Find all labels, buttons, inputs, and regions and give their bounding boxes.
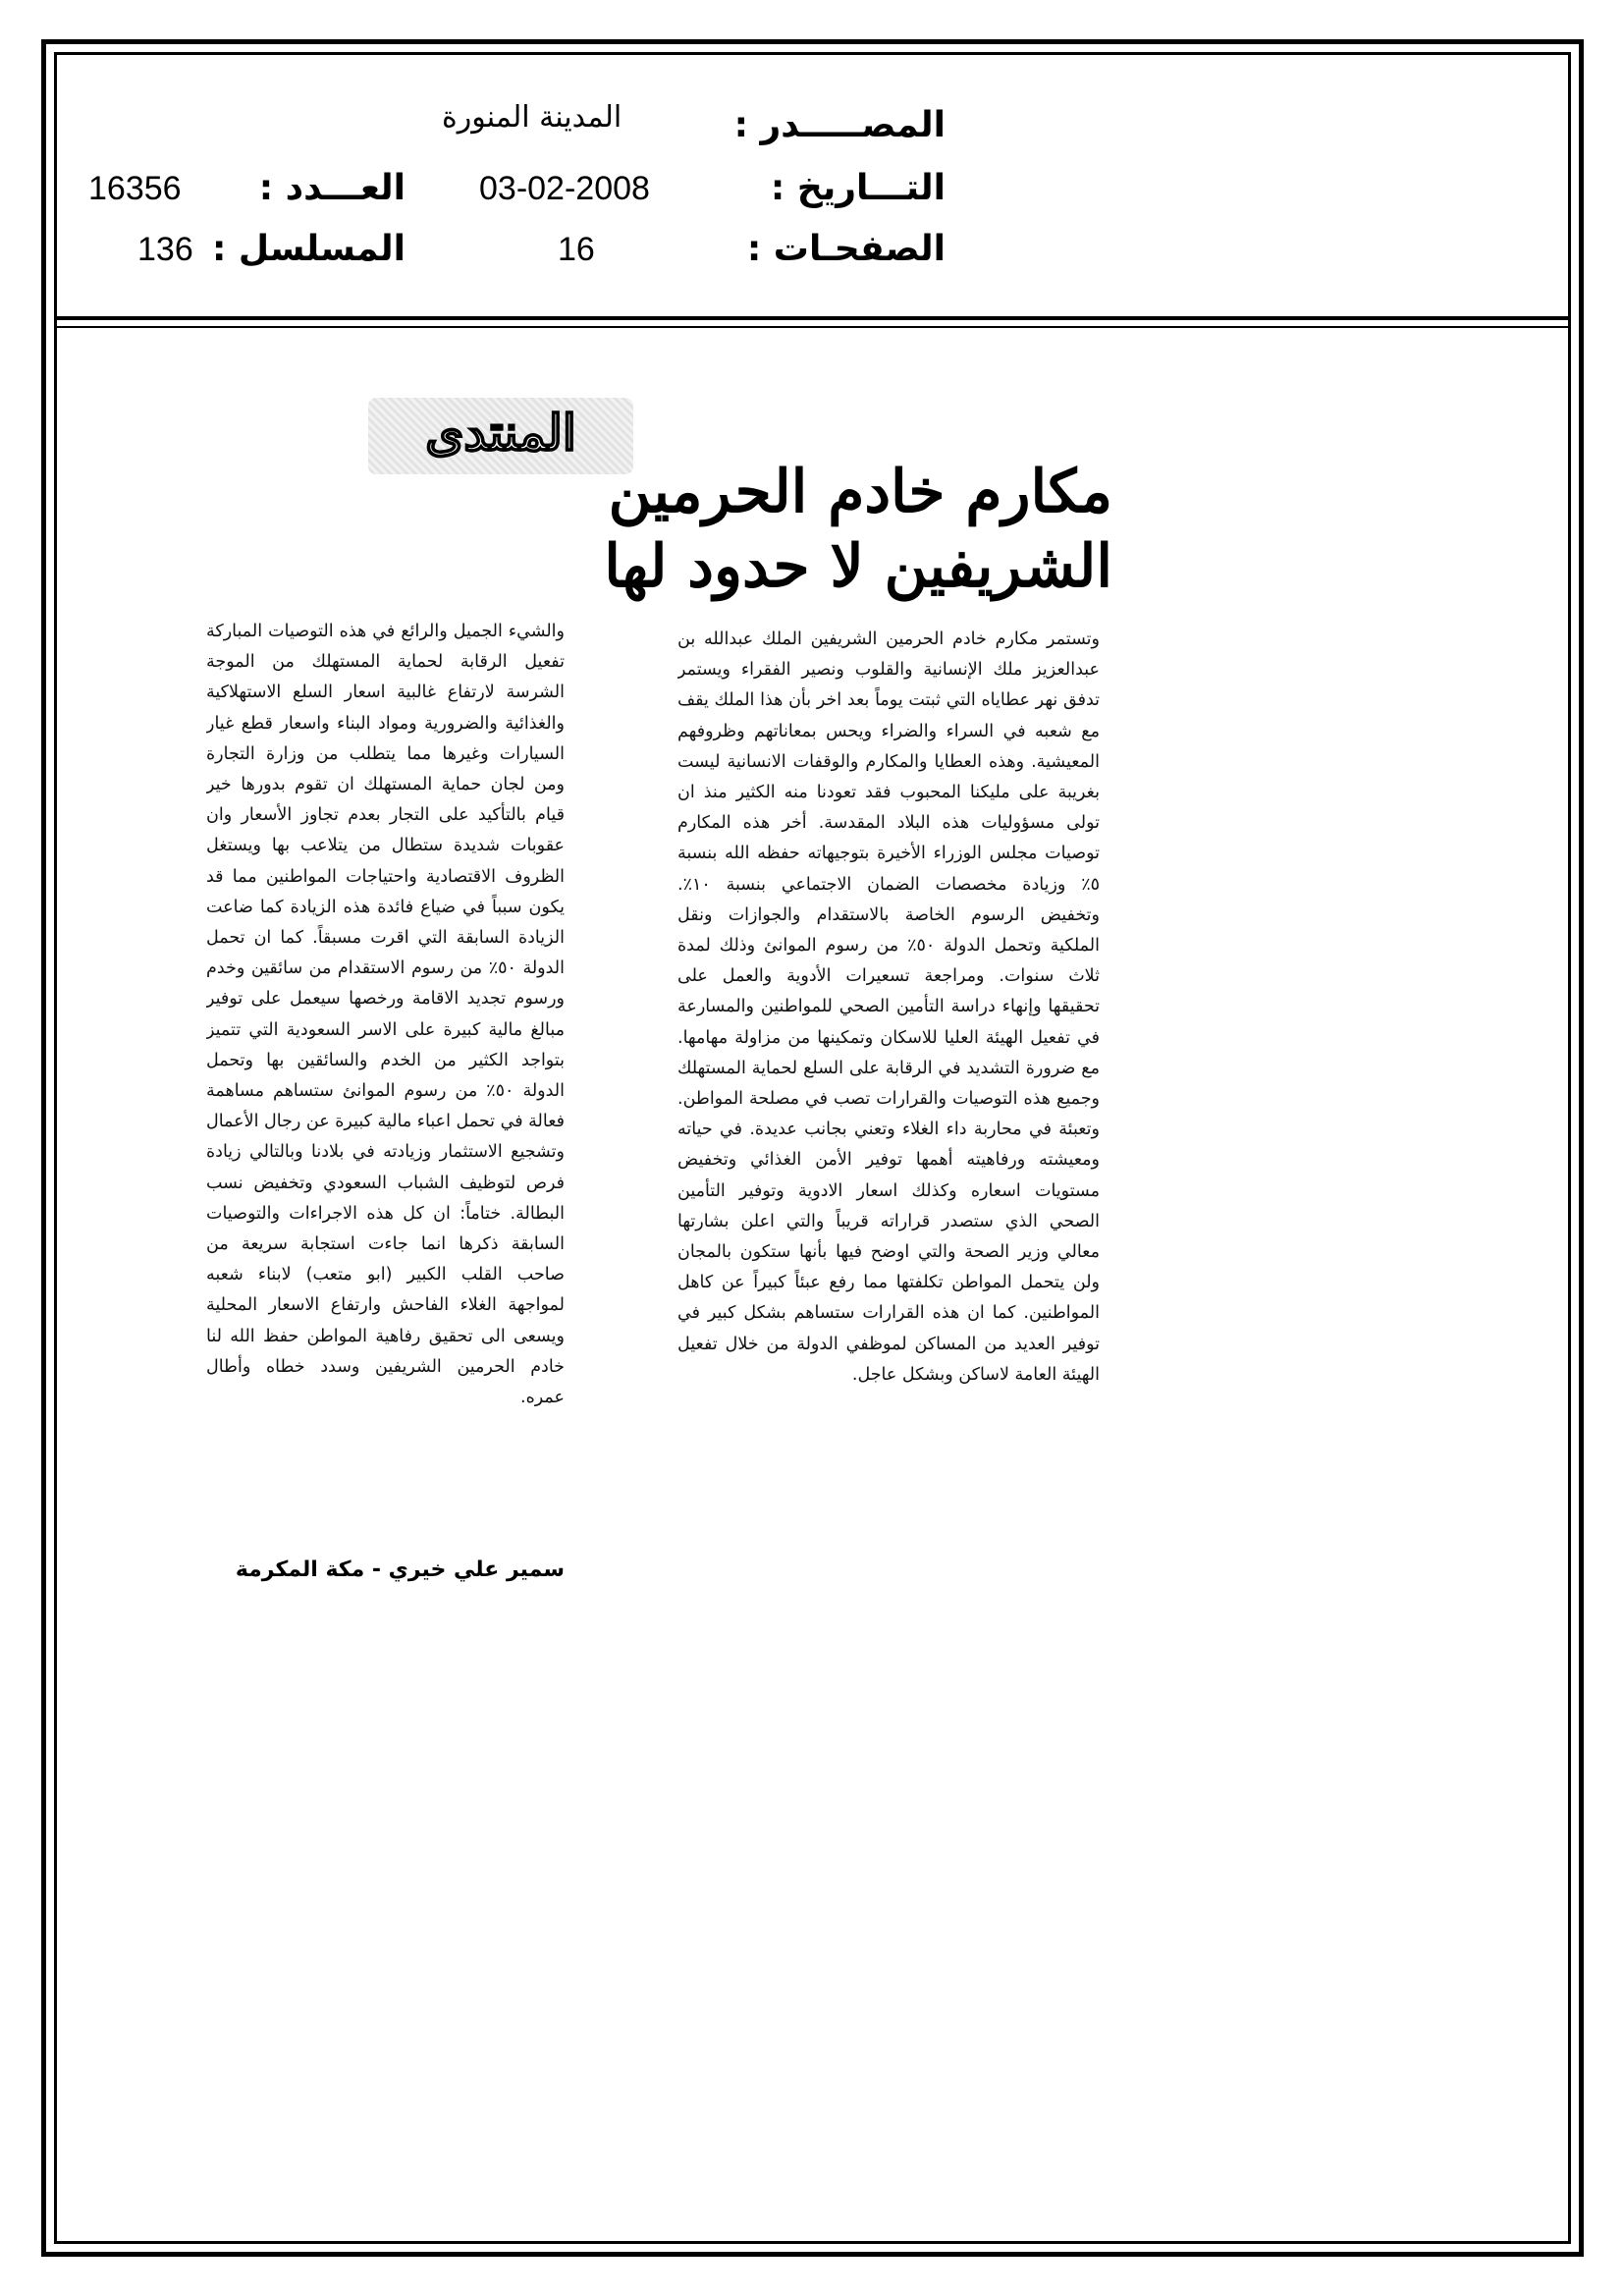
section-logo <box>368 398 633 474</box>
header-divider-top <box>54 316 1571 320</box>
source-label: المصـــــدر : <box>733 105 946 145</box>
article-column-right: وتستمر مكارم خادم الحرمين الشريفين الملك عبدالله بن عبدالعزيز ملك الإنسانية والقلوب ونصير الفقراء ويستمر تدفق نهر عطاياه التي ثبتت يوماً بعد اخر بأن هذا الملك يقف مع شعبه في السراء والضراء ويحس بمعاناتهم وظروفهم المعيشية. وهذه العطايا والمكارم والوقفات الانسانية ليست بغريبة على مليكنا المحبوب فقد تعودنا منه الكثير منذ ان تولى مسؤوليات هذه البلاد المقدسة. أخر هذه المكارم توصيات مجلس الوزراء الأخيرة بتوجيهاته حفظه الله بنسبة ٥٪ وزيادة مخصصات الضمان الاجتماعي بنسبة ١٠٪. وتخفيض الرسوم الخاصة بالاستقدام والجوازات ونقل الملكية وتحمل الدولة ٥٠٪ من رسوم الموانئ وذلك لمدة ثلاث سنوات. ومراجعة تسعيرات الأدوية والعمل على تحقيقها وإنهاء دراسة التأمين الصحي للمواطنين والمسارعة في تفعيل الهيئة العليا للاسكان وتمكينها من مزاولة مهامها. مع ضرورة التشديد في الرقابة على السلع لحماية المستهلك وجميع هذه التوصيات والقرارات تصب في مصلحة المواطن. وتعبئة في محاربة داء الغلاء وتعني بجانب عديدة. في حياته ومعيشته ورفاهيته أهمها توفير الأمن الغذائي وتخفيض مستويات اسعاره وكذلك اسعار الادوية وتوفير التأمين الصحي الذي ستصدر قراراته قريباً والتي اعلن بشارتها معالي وزير الصحة والتي اوضح فيها بأنها ستكون بالمجان ولن يتحمل المواطن تكلفتها مما رفع عبئاً كبيراً عن كاهل المواطنين. كما ان هذه القرارات ستساهم بشكل كبير في توفير العديد من المساكن لموظفي الدولة من خلال تفعيل الهيئة العامة لاساكن وبشكل عاجل. <box>677 629 1100 1385</box>
pages-value: 16 <box>558 231 595 268</box>
author-signature: سمير علي خيري - مكة المكرمة <box>235 1558 565 1582</box>
headline-line-1: مكارم خادم الحرمين <box>608 458 1112 526</box>
pages-label: الصفحـات : <box>746 229 946 269</box>
date-value: 03-02-2008 <box>479 170 650 207</box>
article-column-left: والشيء الجميل والرائع في هذه التوصيات المباركة تفعيل الرقابة لحماية المستهلك من الموجة الشرسة لارتفاع غالبية اسعار السلع الاستهلاكية والغذائية والضرورية ومواد البناء واسعار قطع غيار السيارات وغيرها مما يتطلب من وزارة التجارة ومن لجان حماية المستهلك ان تقوم بدورها خير قيام بالتأكيد على التجار بعدم تجاوز الأسعار وان عقوبات شديدة ستطال من يتلاعب بها ويستغل الظروف الاقتصادية واحتياجات المواطنين مما قد يكون سبباً في ضياع فائدة هذه الزيادة كما ضاعت الزيادة السابقة التي اقرت مسبقاً. كما ان تحمل الدولة ٥٠٪ من رسوم الاستقدام من سائقين وخدم ورسوم تجديد الاقامة ورخصها سيعمل على توفير مبالغ مالية كبيرة على الاسر السعودية التي تتميز بتواجد الكثير من الخدم والسائقين بها وتحمل الدولة ٥٠٪ من رسوم الموانئ ستساهم مساهمة فعالة في تحمل اعباء مالية كبيرة عن رجال الأعمال وتشجيع الاستثمار وزيادته في بلادنا وبالتالي زيادة فرص لتوظيف الشباب السعودي وتخفيض نسب البطالة. ختاماً: ان كل هذه الاجراءات والتوصيات السابقة ذكرها انما جاءت استجابة سريعة من صاحب القلب الكبير (ابو متعب) لابناء شعبه لمواجهة الغلاء الفاحش وارتفاع الاسعار المحلية ويسعى الى تحقيق رفاهية المواطن حفظ الله لنا خادم الحرمين الشريفين وسدد خطاه وأطال عمره. <box>206 622 565 1408</box>
section-logo-text: المنتدى <box>425 404 576 462</box>
serial-label: المسلسل : <box>211 229 406 269</box>
date-label: التـــاريخ : <box>770 168 946 208</box>
issue-label: العـــدد : <box>258 168 406 208</box>
issue-value: 16356 <box>88 170 182 207</box>
source-value: المدينة المنورة <box>442 100 622 135</box>
header-divider-bottom <box>54 326 1571 328</box>
headline-line-2: الشريفين لا حدود لها <box>604 532 1112 601</box>
serial-value: 136 <box>137 231 193 268</box>
